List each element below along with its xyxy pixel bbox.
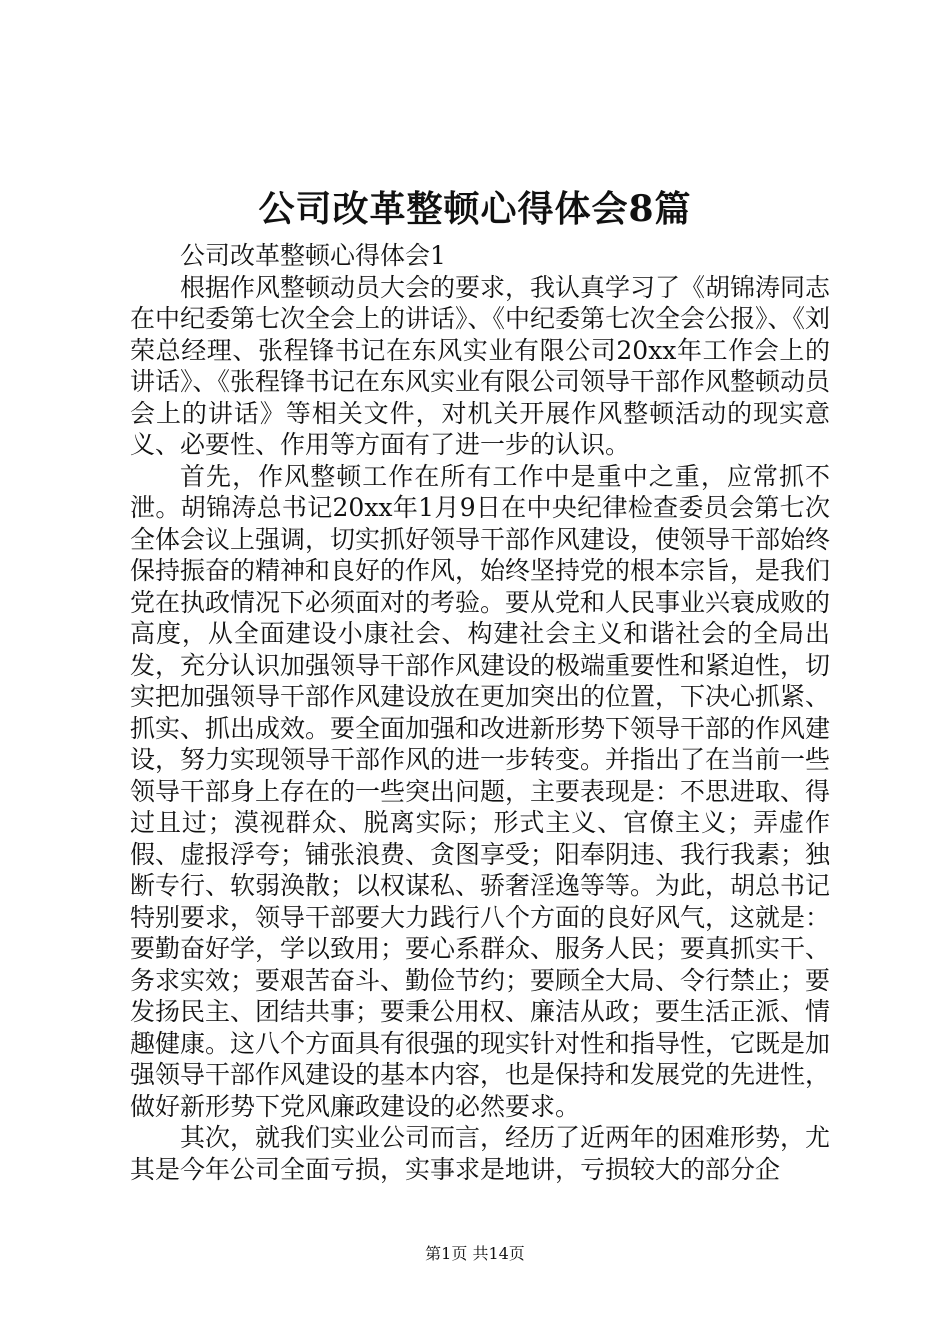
document-title: 公司改革整顿心得体会8篇: [258, 188, 692, 230]
paragraph-2: 首先，作风整顿工作在所有工作中是重中之重，应常抓不泄。胡锦涛总书记20xx年1月9日在中央纪律检查委员会第七次全体会议上强调，切实抓好领导干部作风建设，使领导干部始终保持振奋的精神和良好的作风，始终坚持党的根本宗旨，是我们党在执政情况下必须面对的考验。要从党和人民事业兴衰成败的高度，从全面建设小康社会、构建社会主义和谐社会的全局出发，充分认识加强领导干部作风建设的极端重要性和紧迫性，切实把加强领导干部作风建设放在更加突出的位置，下决心抓紧、抓实、抓出成效。要全面加强和改进新形势下领导干部的作风建设，努力实现领导干部作风的进一步转变。并指出了在当前一些领导干部身上存在的一些突出问题，主要表现是：不思进取、得过且过；漠视群众、脱离实际；形式主义、官僚主义；弄虚作假、虚报浮夸；铺张浪费、贪图享受；阳奉阴违、我行我素；独断专行、软弱涣散；以权谋私、骄奢淫逸等等。为此，胡总书记特别要求，领导干部要大力践行八个方面的良好风气，这就是：要勤奋好学，学以致用；要心系群众、服务人民；要真抓实干、务求实效；要艰苦奋斗、勤俭节约；要顾全大局、令行禁止；要发扬民主、团结共事；要秉公用权、廉洁从政；要生活正派、情趣健康。这八个方面具有很强的现实针对性和指导性，它既是加强领导干部作风建设的基本内容，也是保持和发展党的先进性，做好新形势下党风廉政建设的必然要求。: [130, 461, 831, 1121]
document-body: [130, 240, 830, 1185]
page-footer: 第1页 共14页: [425, 1244, 525, 1263]
paragraph-3: 其次，就我们实业公司而言，经历了近两年的困难形势，尤其是今年公司全面亏损，实事求是地讲，亏损较大的部分企: [130, 1123, 831, 1184]
paragraph-1: 根据作风整顿动员大会的要求，我认真学习了《胡锦涛同志在中纪委第七次全会上的讲话》、《中纪委第七次全会公报》、《刘荣总经理、张程锋书记在东风实业有限公司20xx年工作会上的讲话》、《张程锋书记在东风实业有限公司领导干部作风整顿动员会上的讲话》等相关文件，对机关开展作风整顿活动的现实意义、必要性、作用等方面有了进一步的认识。: [130, 272, 831, 459]
section-heading: 公司改革整顿心得体会1: [180, 241, 446, 270]
